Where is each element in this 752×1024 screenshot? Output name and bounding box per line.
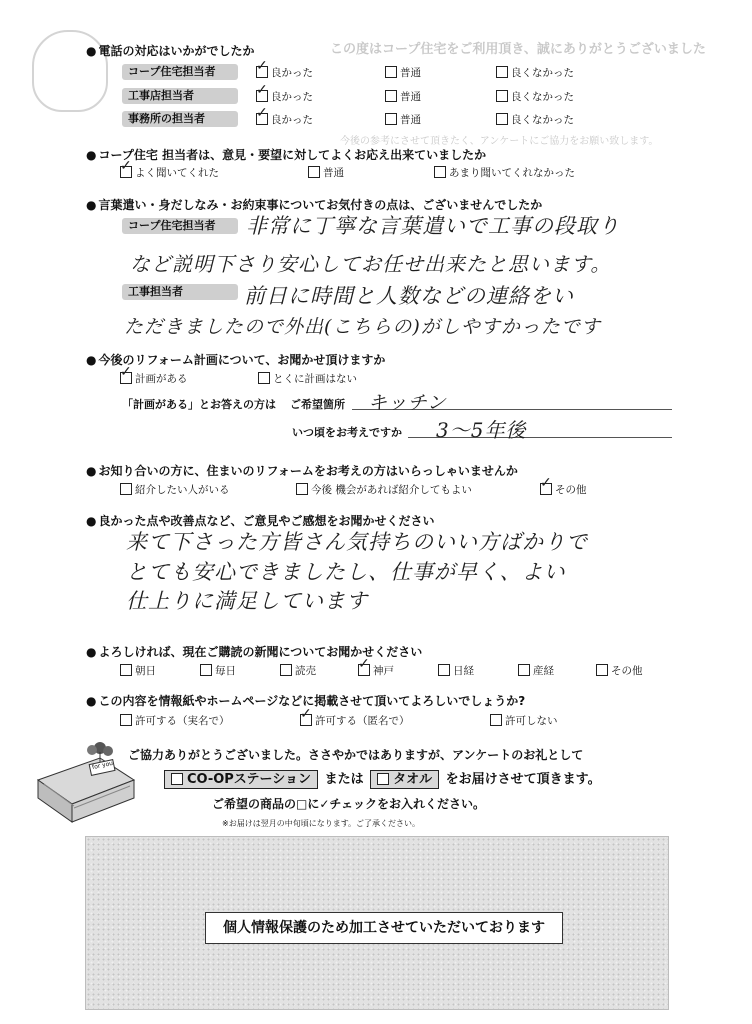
checkbox[interactable]	[434, 166, 446, 178]
bleed-through-header: この度はコープ住宅をご利用頂き、誠にありがとうございました	[330, 42, 706, 57]
checkbox[interactable]	[496, 90, 508, 102]
q3-coop-answer-line1: 非常に丁寧な言葉遣いで工事の段取り	[246, 214, 620, 238]
checkbox[interactable]	[171, 773, 183, 785]
q8-opt1[interactable]: 許可する（実名で）	[120, 714, 230, 728]
gift-tag-text: for you	[91, 759, 114, 772]
checkbox[interactable]	[490, 714, 502, 726]
q7-opt1[interactable]: 朝日	[120, 664, 156, 678]
q4-opt1[interactable]: ✓計画がある	[120, 372, 188, 386]
q4-followup: 「計画がある」とお答えの方は	[122, 398, 276, 411]
q1-row2-opt1[interactable]: ✓ 良かった	[256, 90, 313, 104]
checkbox[interactable]	[540, 483, 552, 495]
q5-opt1[interactable]: 紹介したい人がいる	[120, 483, 230, 497]
q5-opt2[interactable]: 今後 機会があれば紹介してもよい	[296, 483, 472, 497]
q7-opt4[interactable]: ✓ 神戸	[358, 664, 394, 678]
bleed-through-line: 今後の参考にさせて頂きたく、アンケートにご協力をお願い致します。	[340, 136, 659, 147]
checkbox[interactable]	[256, 113, 268, 125]
checkbox[interactable]	[385, 66, 397, 78]
checkbox[interactable]	[308, 166, 320, 178]
q6-answer-line3: 仕上りに満足しています	[126, 589, 368, 613]
q1-question: ● 電話の対応はいかがでしたか	[86, 42, 255, 59]
thanks-line3: ご希望の商品の□に✓チェックをお入れください。	[212, 797, 486, 811]
q3-question: ● 言葉遣い・身だしなみ・お約束事についてお気付きの点は、ございませんでしたか	[86, 196, 542, 213]
q4-opt2[interactable]: とくに計画はない	[258, 372, 357, 386]
q6-answer-line1: 来て下さった方皆さん気持ちのいい方ばかりで	[126, 530, 588, 554]
q5-question: ● お知り合いの方に、住まいのリフォームをお考えの方はいらっしゃいませんか	[86, 462, 518, 479]
q1-row1-opt1[interactable]: ✓ 良かった	[256, 66, 313, 80]
q3-coop-label: コープ住宅担当者	[122, 218, 238, 234]
q5-opt3[interactable]: ✓ その他	[540, 483, 587, 497]
prize-towel[interactable]: タオル	[370, 770, 439, 789]
q4-place-answer: キッチン	[368, 392, 447, 414]
q1-row1-opt3[interactable]: 良くなかった	[496, 66, 574, 80]
q2-question: ● コープ住宅 担当者は、意見・要望に対してよくお応え出来ていましたか	[86, 146, 486, 163]
checkbox[interactable]	[258, 372, 270, 384]
q1-row3-label: 事務所の担当者	[122, 111, 238, 127]
delivery-note: ※お届けは翌月の中旬頃になります。ご了承ください。	[222, 819, 421, 828]
q7-opt2[interactable]: 毎日	[200, 664, 236, 678]
q7-opt6[interactable]: 産経	[518, 664, 554, 678]
q3-koji-label: 工事担当者	[122, 284, 238, 300]
checkbox[interactable]	[120, 483, 132, 495]
checkbox[interactable]	[256, 90, 268, 102]
checkbox[interactable]	[200, 664, 212, 676]
q7-opt3[interactable]: 読売	[280, 664, 316, 678]
q4-place-label: ご希望箇所	[290, 398, 345, 411]
checkbox[interactable]	[120, 664, 132, 676]
checkbox[interactable]	[518, 664, 530, 676]
q1-row3-opt1[interactable]: ✓ 良かった	[256, 113, 313, 127]
checkbox[interactable]	[300, 714, 312, 726]
q8-question: ● この内容を情報紙やホームページなどに掲載させて頂いてよろしいでしょうか?	[86, 692, 525, 709]
checkbox[interactable]	[256, 66, 268, 78]
q1-row1-opt2[interactable]: 普通	[385, 66, 421, 80]
q1-row2-label: 工事店担当者	[122, 88, 238, 104]
q4-when-answer: 3〜5年後	[436, 418, 527, 442]
q1-row2-opt2[interactable]: 普通	[385, 90, 421, 104]
q7-question: ● よろしければ、現在ご購読の新聞についてお聞かせください	[86, 643, 422, 660]
checkbox[interactable]	[438, 664, 450, 676]
q2-opt1[interactable]: ✓よく聞いてくれた	[120, 166, 219, 180]
checkbox[interactable]	[496, 113, 508, 125]
q8-opt3[interactable]: 許可しない	[490, 714, 558, 728]
q3-koji-answer-line1: 前日に時間と人数などの連絡をい	[244, 284, 574, 308]
q7-opt5[interactable]: 日経	[438, 664, 474, 678]
q8-opt2[interactable]: ✓ 許可する（匿名で）	[300, 714, 410, 728]
q2-opt3[interactable]: あまり聞いてくれなかった	[434, 166, 575, 180]
q4-when-label: いつ頃をお考えですか	[292, 426, 402, 439]
prize-coop-station[interactable]: CO-OPステーション	[164, 770, 318, 789]
q1-row3-opt2[interactable]: 普通	[385, 113, 421, 127]
checkbox[interactable]	[280, 664, 292, 676]
checkbox[interactable]	[120, 166, 132, 178]
privacy-notice: 個人情報保護のため加工させていただいております	[205, 912, 563, 944]
checkbox[interactable]	[496, 66, 508, 78]
q7-opt7[interactable]: その他	[596, 664, 643, 678]
q1-row2-opt3[interactable]: 良くなかった	[496, 90, 574, 104]
checkbox[interactable]	[385, 90, 397, 102]
checkbox[interactable]	[120, 372, 132, 384]
q4-question: ● 今後のリフォーム計画について、お聞かせ頂けますか	[86, 351, 385, 368]
q6-answer-line2: とても安心できましたし、仕事が早く、よい	[126, 560, 566, 584]
gift-illustration	[30, 740, 140, 830]
q1-row1-label: コープ住宅担当者	[122, 64, 238, 80]
checkbox[interactable]	[385, 113, 397, 125]
q2-opt2[interactable]: 普通	[308, 166, 344, 180]
q1-row3-opt3[interactable]: 良くなかった	[496, 113, 574, 127]
checkbox[interactable]	[358, 664, 370, 676]
thanks-prize-line: CO-OPステーション または タオル をお届けさせて頂きます。	[162, 768, 601, 789]
q3-coop-answer-line2: など説明下さり安心してお任せ出来たと思います。	[130, 252, 612, 276]
checkbox[interactable]	[120, 714, 132, 726]
checkbox[interactable]	[296, 483, 308, 495]
q3-koji-answer-line2: ただきましたので外出(こちらの)がしやすかったです	[124, 316, 601, 338]
checkbox[interactable]	[377, 773, 389, 785]
checkbox[interactable]	[596, 664, 608, 676]
q6-question: ● 良かった点や改善点など、ご意見やご感想をお聞かせください	[86, 512, 435, 529]
thanks-line1: ご協力ありがとうございました。ささやかではありますが、アンケートのお礼として	[128, 748, 584, 762]
